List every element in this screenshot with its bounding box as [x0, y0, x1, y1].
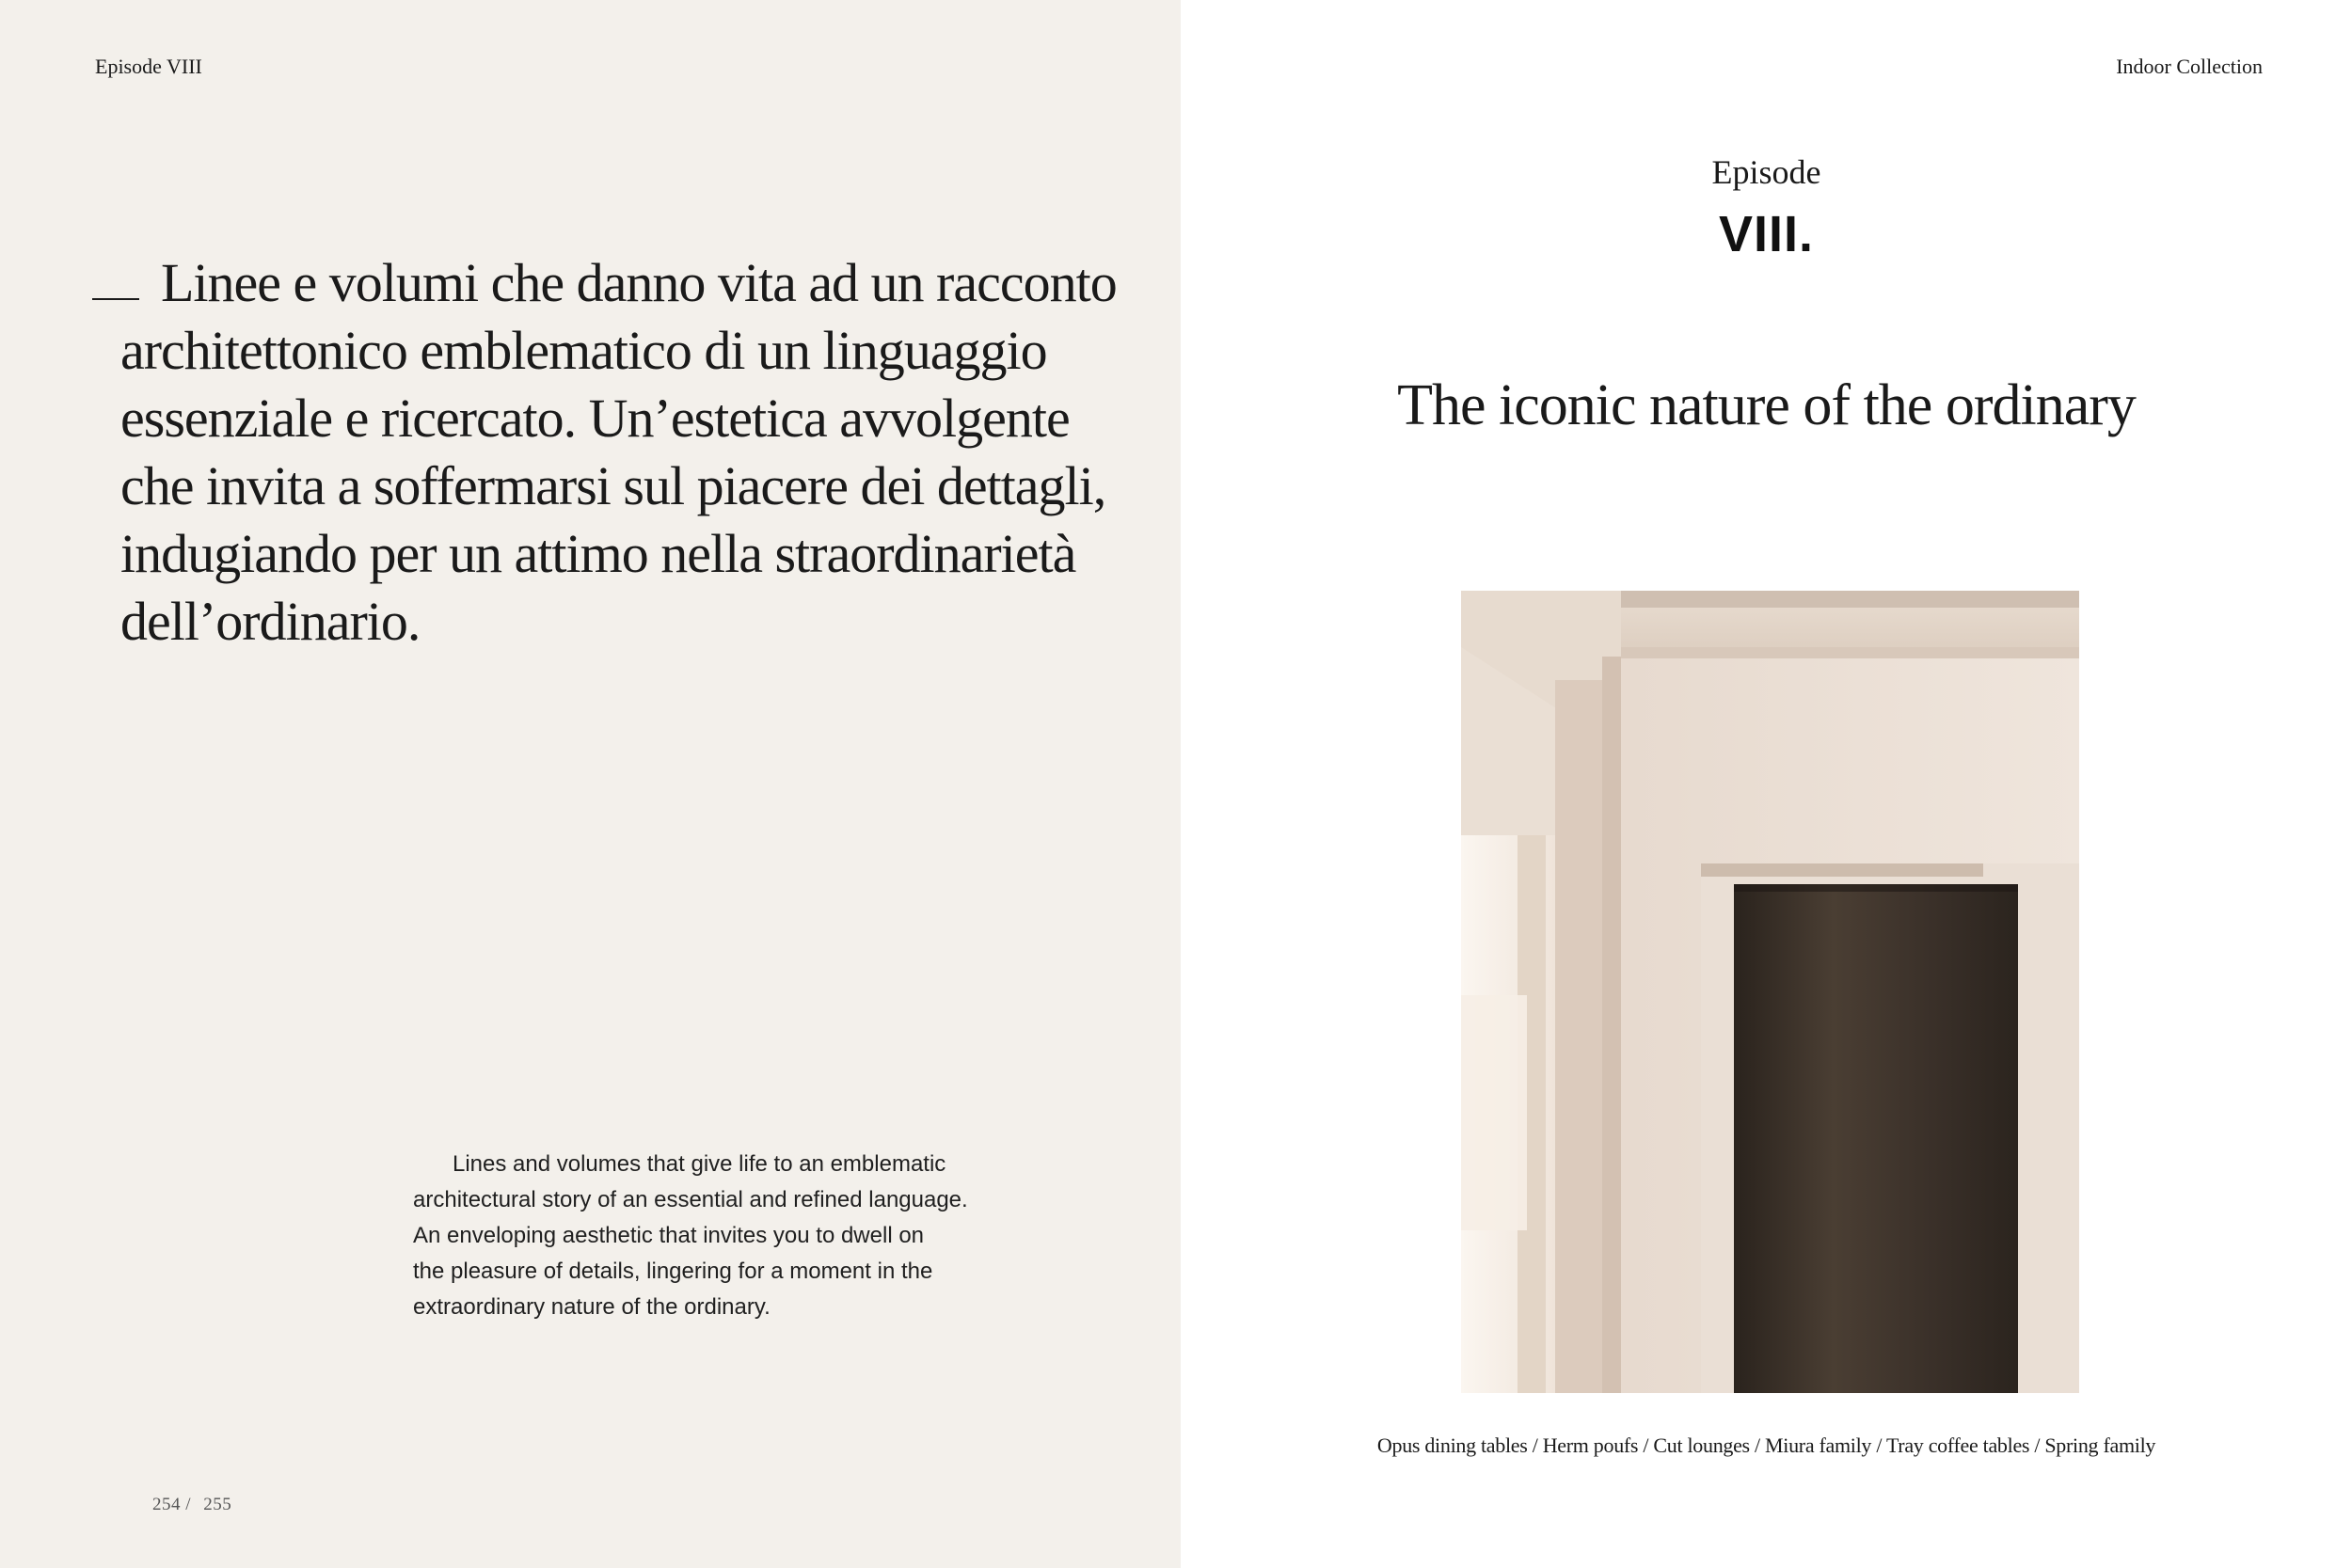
- english-line: An enveloping aesthetic that invites you to dwell on: [413, 1223, 925, 1248]
- episode-label: Episode: [1711, 153, 1821, 191]
- headline: The iconic nature of the ordinary: [1397, 373, 2136, 437]
- interior-photo: [1461, 591, 2079, 1393]
- quote-line: che invita a soffermarsi sul piacere dei dettagli,: [120, 455, 1106, 516]
- page-numbers: [152, 1495, 239, 1515]
- quote-line: dell’ordinario.: [120, 591, 421, 652]
- english-line: the pleasure of details, lingering for a moment in the: [413, 1259, 933, 1284]
- quote-line: indugiando per un attimo nella straordinarietà: [120, 523, 1076, 584]
- quote-line: essenziale e ricercato. Un’estetica avvolgente: [120, 388, 1070, 449]
- episode-number: VIII.: [1718, 206, 1815, 262]
- page-number-left: 254 /: [152, 1495, 192, 1514]
- quote-line: Linee e volumi che danno vita ad un racconto: [161, 252, 1117, 313]
- running-head-episode: Episode VIII: [95, 55, 202, 78]
- english-translation: [413, 1147, 1072, 1325]
- right-page: [1181, 0, 2352, 1568]
- page-number-right: 255: [203, 1495, 232, 1514]
- product-caption: Opus dining tables / Herm poufs / Cut lounges / Miura family / Tray coffee tables / Spring family: [1376, 1433, 2156, 1457]
- quote-line: architettonico emblematico di un linguaggio: [120, 320, 1047, 381]
- english-line: Lines and volumes that give life to an emblematic: [453, 1151, 946, 1177]
- running-head-collection: Indoor Collection: [2116, 55, 2263, 78]
- italian-quote: [120, 249, 1117, 656]
- english-line: architectural story of an essential and refined language.: [413, 1187, 968, 1212]
- english-line: extraordinary nature of the ordinary.: [413, 1294, 771, 1320]
